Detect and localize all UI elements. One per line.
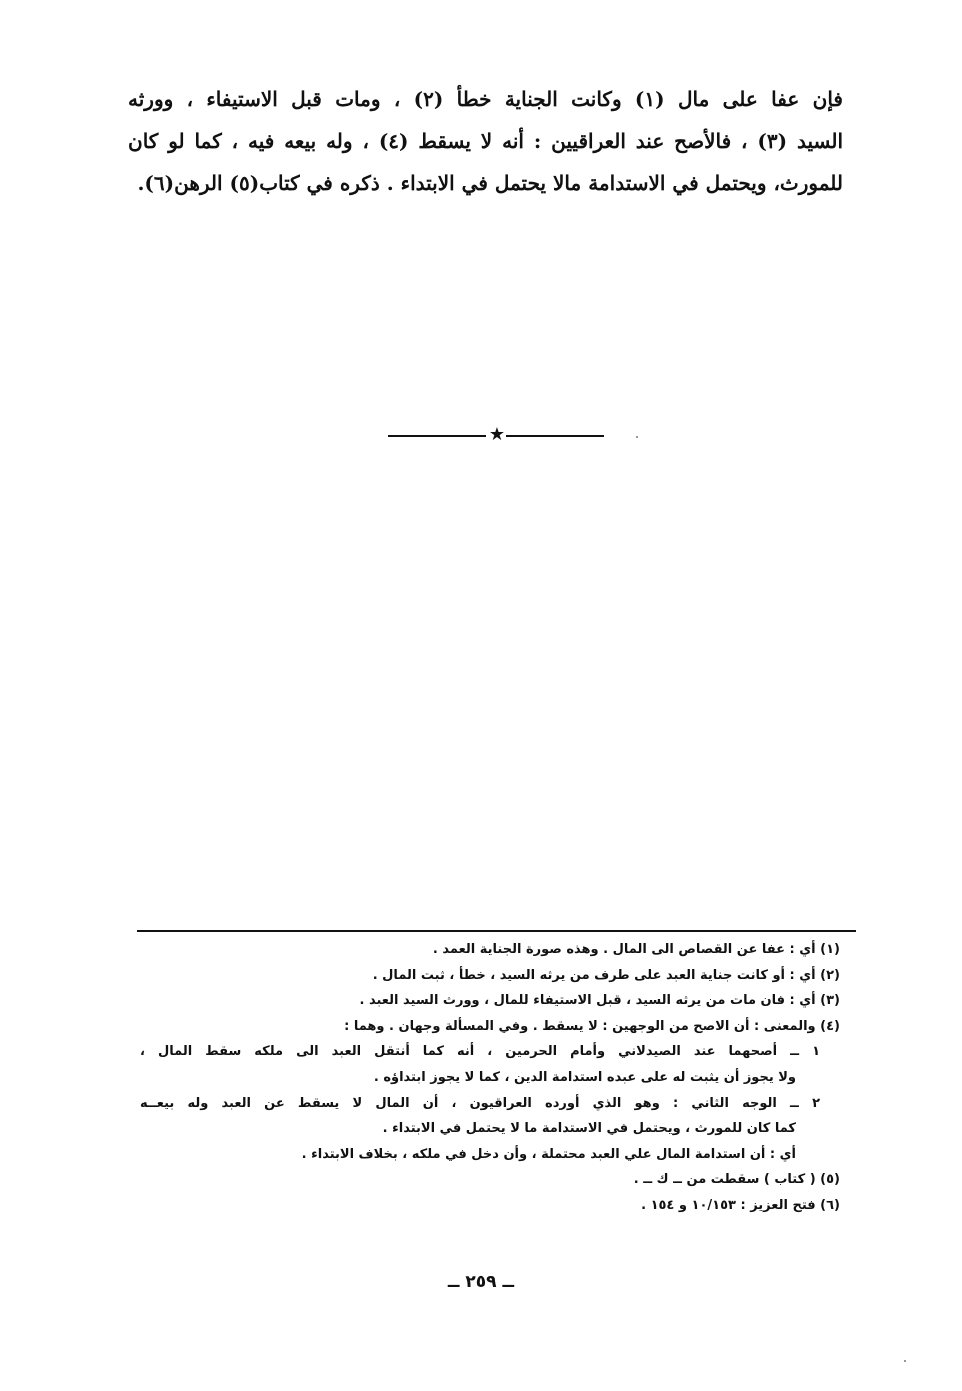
footnote-line: ولا يجوز أن يثبت له على عبده استدامة الدين ، كما لا يجوز ابتداؤه .	[373, 1069, 796, 1085]
scan-speck	[904, 1360, 906, 1362]
footnote-line: (٤) والمعنى : أن الاصح من الوجهين : لا يسقط . وفي المسألة وجهان . وهما :	[344, 1018, 840, 1034]
footnote-line: (٦) فتح العزيز : ١٠/١٥٣ و ١٥٤ .	[641, 1197, 840, 1213]
main-text-line: فإن عفا على مال (١) وكانت الجناية خطأ (٢) ، ومات قبل الاستيفاء ، وورثه	[128, 87, 843, 111]
footnote-line: ٢ ــ الوجه الثاني : وهو الذي أورده العراقيون ، أن المال لا يسقط عن العبد وله بيعــه	[140, 1095, 820, 1111]
main-text-line: للمورث، ويحتمل في الاستدامة مالا يحتمل في الابتداء . ذكره في كتاب(٥) الرهن(٦).	[137, 171, 843, 195]
section-divider-ornament	[388, 426, 604, 446]
footnote-line: كما كان للمورث ، ويحتمل في الاستدامة ما لا يحتمل في الابتداء .	[382, 1121, 796, 1137]
star-icon: ★	[488, 424, 506, 445]
footnote-line: (٥) ( كتاب ) سقطت من ــ ك ــ .	[633, 1172, 840, 1188]
footnotes-block	[140, 937, 840, 1219]
scan-speck	[636, 436, 638, 438]
page-number: ــ ٢٥٩ ــ	[447, 1272, 515, 1292]
footnote-line: ١ ــ أصحهما عند الصيدلاني وأمام الحرمين ، أنه كما أنتقل العبد الى ملكه سقط المال ،	[140, 1044, 820, 1060]
divider-rule-left	[388, 435, 486, 437]
footnote-line: أي : أن استدامة المال علي العبد محتملة ، وأن دخل في ملكه ، بخلاف الابتداء .	[301, 1146, 796, 1162]
footnote-line: (٢) أي : أو كانت جناية العبد على طرف من يرثه السيد ، خطأ ، ثبت المال .	[372, 967, 840, 983]
footnote-line: (١) أي : عفا عن القصاص الى المال . وهذه صورة الجناية العمد .	[432, 942, 840, 957]
footnote-line: (٣) أي : فان مات من يرثه السيد ، قبل الاستيفاء للمال ، وورث السيد العبد .	[359, 993, 840, 1009]
footnote-separator	[137, 930, 856, 932]
main-text-block	[128, 78, 843, 204]
main-text-line: السيد (٣) ، فالأصح عند العراقيين : أنه لا يسقط (٤) ، وله بيعه فيه ، كما لو كان	[128, 129, 843, 153]
divider-rule-right	[506, 435, 604, 437]
